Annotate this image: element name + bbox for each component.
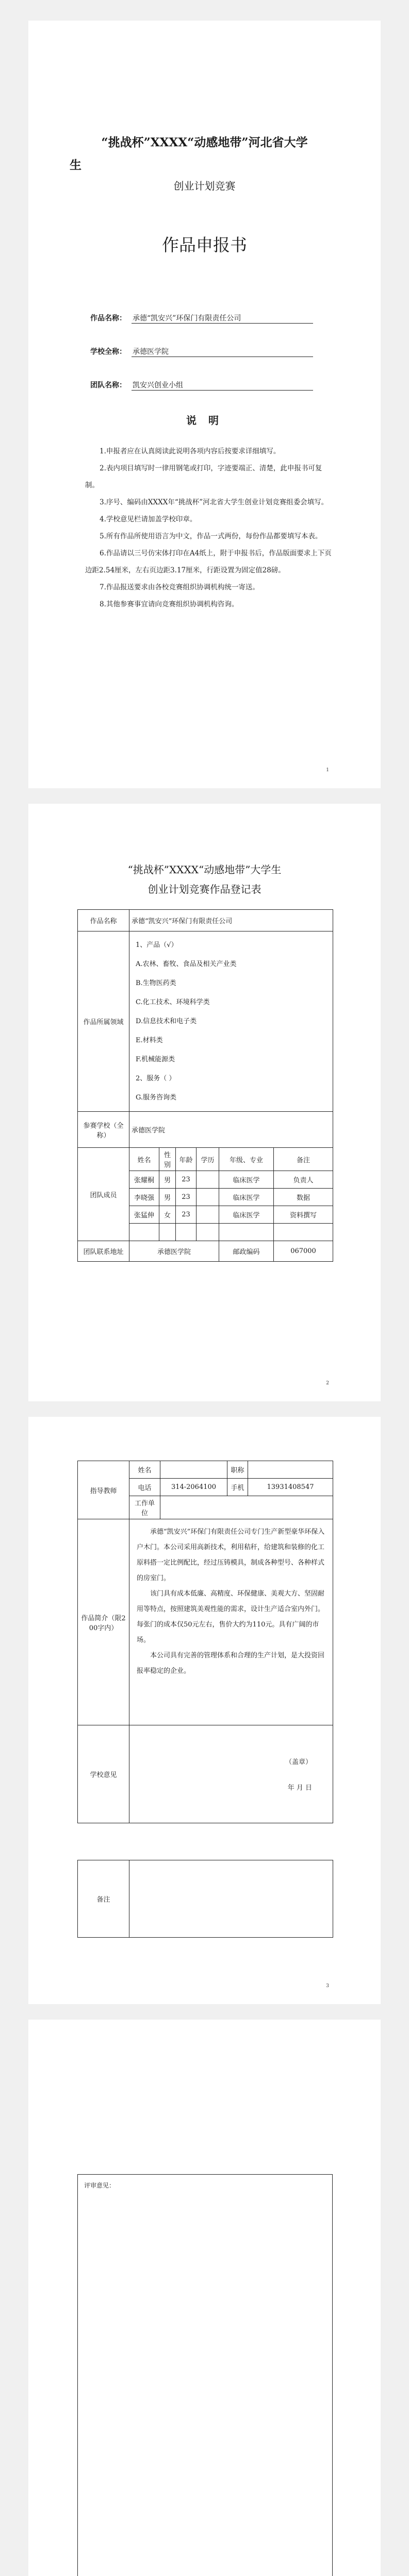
member-cell: 女 xyxy=(159,1206,176,1224)
zip-value: 067000 xyxy=(274,1241,333,1262)
field-label: 团队名称： xyxy=(90,381,126,389)
review-title: 评审意见： xyxy=(84,2182,116,2189)
member-cell: 临床医学 xyxy=(219,1189,274,1206)
member-cell: 负责人 xyxy=(274,1171,333,1189)
registration-table xyxy=(77,909,333,1262)
member-cell xyxy=(197,1206,219,1224)
member-cell: 23 xyxy=(176,1171,197,1189)
category-item: D.信息技术和电子类 xyxy=(136,1018,197,1025)
category-item: B.生物医药类 xyxy=(136,979,176,987)
category-item: A.农林、畜牧、食品及相关产业类 xyxy=(136,960,237,968)
school-value: 承德医学院 xyxy=(129,1112,333,1148)
remarks-label: 备注 xyxy=(78,1860,129,1938)
cover-title-line2: 生 xyxy=(70,158,81,172)
category-item: 2、服务（ ） xyxy=(136,1075,176,1082)
school-opinion-label: 学校意见 xyxy=(78,1725,129,1823)
zip-label: 邮政编码 xyxy=(219,1241,274,1262)
opinion-date: 年 月 日 xyxy=(287,1784,312,1792)
page-number: 3 xyxy=(326,1984,329,1989)
member-header: 姓名 xyxy=(129,1148,159,1171)
member-cell: 男 xyxy=(159,1189,176,1206)
category-item: F.机械能源类 xyxy=(136,1056,175,1063)
member-header: 年级、专业 xyxy=(219,1148,274,1171)
field-label: 作品名称： xyxy=(90,314,126,323)
advisor-key: 工作单位 xyxy=(129,1496,160,1519)
advisor-value xyxy=(248,1461,333,1479)
member-cell: 临床医学 xyxy=(219,1206,274,1224)
field-value: 承德“凯安兴”环保门有限责任公司 xyxy=(132,313,313,324)
school-opinion-cell xyxy=(129,1725,333,1823)
advisor-label: 指导教师 xyxy=(78,1461,129,1519)
note-item: 8.其他参赛事宜请向竞赛组织协调机构咨询。 xyxy=(100,600,239,608)
page-number: 2 xyxy=(326,1381,329,1386)
member-header: 年龄 xyxy=(176,1148,197,1171)
advisor-key: 手机 xyxy=(227,1479,248,1496)
note-item: 2.表内项目填写时一律用钢笔或打印，字迹要端正、清楚，此申报书可复制。 xyxy=(85,464,322,489)
notes-list xyxy=(85,443,333,613)
advisor-table xyxy=(77,1461,333,1823)
cover-subtitle: 创业计划竞赛 xyxy=(173,180,236,192)
member-cell xyxy=(197,1171,219,1189)
member-cell: 张耀桐 xyxy=(129,1171,159,1189)
work-name-value: 承德“凯安兴”环保门有限责任公司 xyxy=(129,910,333,931)
school-label: 参赛学校（全称） xyxy=(78,1112,129,1148)
member-cell: 张猛伸 xyxy=(129,1206,159,1224)
seal-text: （盖章） xyxy=(285,1758,312,1766)
member-cell: 23 xyxy=(176,1189,197,1206)
review-box xyxy=(77,2174,333,2576)
intro-paragraph: 该门具有成本低廉、高精度、环保健康、美观大方、坚固耐用等特点，按照建筑美观性能的需求，设计生产适合室内外门。每张门的成本仅50元左右，售价大约为110元。具有广阔的市场。 xyxy=(137,1590,325,1644)
team-label: 团队成员 xyxy=(78,1148,129,1241)
category-list xyxy=(129,931,333,1112)
advisor-mobile: 13931408547 xyxy=(248,1479,333,1496)
note-item: 1.申报者应在认真阅读此说明各项内容后按要求详细填写。 xyxy=(100,447,281,455)
category-item: E.材料类 xyxy=(136,1037,163,1044)
address-label: 团队联系地址 xyxy=(78,1241,129,1262)
member-header: 性别 xyxy=(159,1148,176,1171)
field-label: 学校全称： xyxy=(90,348,126,356)
reg-title-line1: “挑战杯”XXXX“动感地带”大学生 xyxy=(127,863,282,876)
note-item: 3.序号、编码由XXXX年“挑战杯”河北省大学生创业计划竞赛组委会填写。 xyxy=(100,498,329,506)
registration-page xyxy=(28,804,381,1401)
category-item: G.服务咨询类 xyxy=(136,1094,177,1101)
notes-title: 说 明 xyxy=(186,414,223,427)
remarks-cell xyxy=(129,1860,333,1938)
note-item: 6.作品请以三号仿宋体打印在A4纸上，附于申报书后，作品版面要求上下页边距2.54厘米，左右页边距3.17厘米，行距设置为固定值28磅。 xyxy=(85,549,332,574)
remarks-table xyxy=(77,1860,333,1938)
review-page xyxy=(28,2020,381,2576)
member-cell: 临床医学 xyxy=(219,1171,274,1189)
advisor-phone: 314-2064100 xyxy=(160,1479,227,1496)
cover-page xyxy=(28,21,381,788)
intro-label: 作品简介（限200字内） xyxy=(78,1519,129,1725)
reg-title-line2: 创业计划竞赛作品登记表 xyxy=(148,883,261,895)
member-cell xyxy=(197,1189,219,1206)
member-cell: 数据 xyxy=(274,1189,333,1206)
intro-text xyxy=(129,1519,333,1725)
note-item: 4.学校意见栏请加盖学校印章。 xyxy=(100,515,197,523)
category-label: 作品所属领域 xyxy=(78,931,129,1112)
field-work-name xyxy=(70,312,307,325)
member-cell: 23 xyxy=(176,1206,197,1224)
field-team xyxy=(70,379,307,392)
address-value: 承德医学院 xyxy=(129,1241,219,1262)
category-item: 1、产品（√） xyxy=(136,941,178,949)
note-item: 7.作品报送要求由各校竞赛组织协调机构统一寄送。 xyxy=(100,583,259,591)
member-cell: 李晓强 xyxy=(129,1189,159,1206)
field-school xyxy=(70,345,307,359)
field-value: 凯安兴创业小组 xyxy=(132,380,313,391)
note-item: 5.所有作品所使用语言为中文，作品一式两份，每份作品都要填写本表。 xyxy=(100,532,322,540)
member-cell: 资料撰写 xyxy=(274,1206,333,1224)
advisor-key: 电话 xyxy=(129,1479,160,1496)
doc-title: 作品申报书 xyxy=(162,235,247,255)
field-value: 承德医学院 xyxy=(132,346,313,357)
advisor-page xyxy=(28,1417,381,2004)
advisor-key: 姓名 xyxy=(129,1461,160,1479)
page-number: 1 xyxy=(326,768,329,773)
advisor-value xyxy=(160,1496,333,1519)
intro-paragraph: 本公司具有完善的管理体系和合理的生产计划，是大投资回报率稳定的企业。 xyxy=(137,1652,325,1675)
intro-paragraph: 承德“凯安兴”环保门有限责任公司专门生产新型豪华环保入户木门。本公司采用高新技术，利用秸秆，给建筑和装修的化工原料搭一定比例配比，经过压铸模具，制成各种型号、各种样式的房室门。 xyxy=(137,1528,325,1582)
member-header: 学历 xyxy=(197,1148,219,1171)
category-item: C.化工技术、环境科学类 xyxy=(136,998,210,1006)
work-name-label: 作品名称 xyxy=(78,910,129,931)
member-cell: 男 xyxy=(159,1171,176,1189)
member-header: 备注 xyxy=(274,1148,333,1171)
advisor-key: 职称 xyxy=(227,1461,248,1479)
advisor-value xyxy=(160,1461,227,1479)
cover-title-line1: “挑战杯”XXXX“动感地带”河北省大学 xyxy=(101,135,308,149)
